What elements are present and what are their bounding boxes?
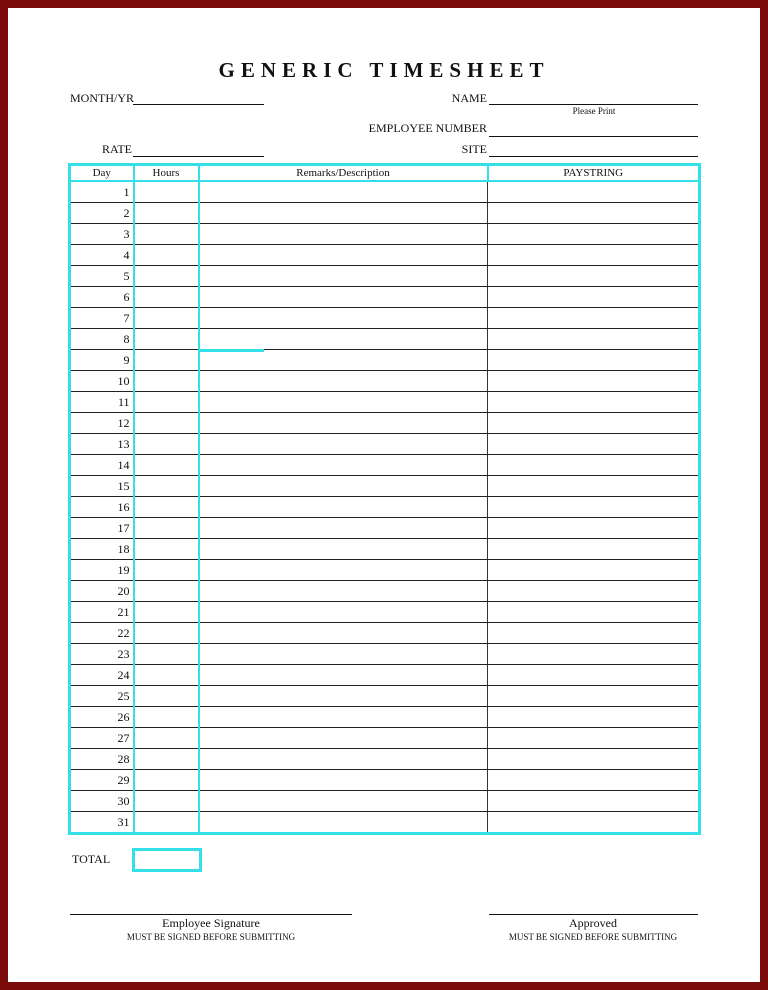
table-row [70, 539, 700, 560]
remarks-cell[interactable] [199, 518, 488, 539]
timesheet-table [68, 163, 698, 842]
table-row [70, 476, 700, 497]
table-row [70, 371, 700, 392]
day-cell: 18 [70, 539, 134, 560]
paystring-cell[interactable] [488, 539, 700, 560]
table-row [70, 518, 700, 539]
day-cell: 24 [70, 665, 134, 686]
hours-cell[interactable] [134, 623, 199, 644]
remarks-cell[interactable] [199, 686, 488, 707]
paystring-cell[interactable] [488, 581, 700, 602]
month-yr-field[interactable] [133, 104, 264, 105]
paystring-cell[interactable] [488, 476, 700, 497]
remarks-cell[interactable] [199, 371, 488, 392]
paystring-cell[interactable] [488, 665, 700, 686]
approved-note: MUST BE SIGNED BEFORE SUBMITTING [508, 932, 678, 942]
table-row [70, 287, 700, 308]
remarks-cell[interactable] [199, 329, 488, 350]
hours-cell[interactable] [134, 434, 199, 455]
day-cell: 30 [70, 791, 134, 812]
header-paystring: PAYSTRING [488, 165, 700, 182]
paystring-cell[interactable] [488, 518, 700, 539]
table-row [70, 644, 700, 665]
table-row [70, 623, 700, 644]
table-row [70, 812, 700, 834]
hours-cell[interactable] [134, 476, 199, 497]
table-row [70, 266, 700, 287]
day-cell: 16 [70, 497, 134, 518]
paystring-cell[interactable] [488, 371, 700, 392]
remarks-cell[interactable] [199, 560, 488, 581]
remarks-cell[interactable] [199, 791, 488, 812]
paystring-cell[interactable] [488, 455, 700, 476]
hours-cell[interactable] [134, 665, 199, 686]
hours-cell[interactable] [134, 686, 199, 707]
remarks-cell[interactable] [199, 266, 488, 287]
day-cell: 26 [70, 707, 134, 728]
paystring-cell[interactable] [488, 224, 700, 245]
hours-cell[interactable] [134, 707, 199, 728]
remarks-cell[interactable] [199, 245, 488, 266]
paystring-cell[interactable] [488, 686, 700, 707]
remarks-cell[interactable] [199, 665, 488, 686]
remarks-cell[interactable] [199, 728, 488, 749]
table-row [70, 707, 700, 728]
timesheet-page [8, 8, 760, 982]
table-row [70, 602, 700, 623]
table-row [70, 728, 700, 749]
paystring-cell[interactable] [488, 623, 700, 644]
table-header-row [70, 165, 700, 182]
day-cell: 29 [70, 770, 134, 791]
remarks-cell[interactable] [199, 623, 488, 644]
table-row [70, 392, 700, 413]
remarks-cell[interactable] [199, 476, 488, 497]
paystring-cell[interactable] [488, 203, 700, 224]
paystring-cell[interactable] [488, 350, 700, 371]
hours-cell[interactable] [134, 413, 199, 434]
day-cell: 31 [70, 812, 134, 834]
hours-cell[interactable] [134, 602, 199, 623]
day-cell: 8 [70, 329, 134, 350]
table-row [70, 329, 700, 350]
paystring-cell[interactable] [488, 181, 700, 203]
day-cell: 14 [70, 455, 134, 476]
paystring-cell[interactable] [488, 560, 700, 581]
day-cell: 13 [70, 434, 134, 455]
cell-highlight [200, 349, 264, 352]
day-cell: 12 [70, 413, 134, 434]
remarks-cell[interactable] [199, 392, 488, 413]
page-title: GENERIC TIMESHEET [218, 58, 550, 82]
day-cell: 7 [70, 308, 134, 329]
hours-cell[interactable] [134, 518, 199, 539]
remarks-cell[interactable] [199, 770, 488, 791]
approved-signature-line[interactable] [489, 914, 698, 915]
hours-cell[interactable] [134, 266, 199, 287]
paystring-cell[interactable] [488, 812, 700, 834]
table-row [70, 497, 700, 518]
day-cell: 3 [70, 224, 134, 245]
paystring-cell[interactable] [488, 791, 700, 812]
table-row [70, 791, 700, 812]
please-print-note: Please Print [572, 106, 616, 116]
header-day: Day [70, 165, 134, 182]
day-cell: 23 [70, 644, 134, 665]
hours-cell[interactable] [134, 392, 199, 413]
hours-cell[interactable] [134, 455, 199, 476]
hours-cell[interactable] [134, 560, 199, 581]
day-cell: 28 [70, 749, 134, 770]
remarks-cell[interactable] [199, 749, 488, 770]
remarks-cell[interactable] [199, 581, 488, 602]
hours-cell[interactable] [134, 791, 199, 812]
hours-cell[interactable] [134, 329, 199, 350]
table-row [70, 308, 700, 329]
day-cell: 5 [70, 266, 134, 287]
remarks-cell[interactable] [199, 812, 488, 834]
remarks-cell[interactable] [199, 203, 488, 224]
paystring-cell[interactable] [488, 728, 700, 749]
table-row [70, 581, 700, 602]
hours-cell[interactable] [134, 371, 199, 392]
total-hours-field[interactable] [132, 848, 202, 872]
day-cell: 25 [70, 686, 134, 707]
hours-cell[interactable] [134, 287, 199, 308]
hours-cell[interactable] [134, 245, 199, 266]
table-row [70, 560, 700, 581]
paystring-cell[interactable] [488, 266, 700, 287]
remarks-cell[interactable] [199, 497, 488, 518]
table-row [70, 686, 700, 707]
paystring-cell[interactable] [488, 392, 700, 413]
rate-field[interactable] [133, 156, 264, 157]
day-cell: 1 [70, 181, 134, 203]
remarks-cell[interactable] [199, 539, 488, 560]
employee-signature-line[interactable] [70, 914, 352, 915]
employee-signature-note: MUST BE SIGNED BEFORE SUBMITTING [126, 932, 296, 942]
day-cell: 10 [70, 371, 134, 392]
paystring-cell[interactable] [488, 287, 700, 308]
remarks-cell[interactable] [199, 707, 488, 728]
day-cell: 2 [70, 203, 134, 224]
hours-cell[interactable] [134, 749, 199, 770]
day-cell: 4 [70, 245, 134, 266]
paystring-cell[interactable] [488, 434, 700, 455]
remarks-cell[interactable] [199, 455, 488, 476]
table-row [70, 749, 700, 770]
table-row [70, 203, 700, 224]
table-row [70, 455, 700, 476]
rate-label: RATE [102, 142, 132, 156]
name-field[interactable] [489, 104, 698, 105]
hours-cell[interactable] [134, 812, 199, 834]
hours-cell[interactable] [134, 224, 199, 245]
hours-cell[interactable] [134, 644, 199, 665]
paystring-cell[interactable] [488, 245, 700, 266]
hours-cell[interactable] [134, 350, 199, 371]
remarks-cell[interactable] [199, 602, 488, 623]
name-label: NAME [451, 91, 487, 105]
hours-cell[interactable] [134, 308, 199, 329]
table-row [70, 770, 700, 791]
hours-cell[interactable] [134, 203, 199, 224]
remarks-cell[interactable] [199, 181, 488, 203]
approved-label: Approved [569, 916, 617, 930]
paystring-cell[interactable] [488, 707, 700, 728]
table-row [70, 181, 700, 203]
paystring-cell[interactable] [488, 602, 700, 623]
hours-cell[interactable] [134, 539, 199, 560]
site-field[interactable] [489, 156, 698, 157]
table-row [70, 350, 700, 371]
paystring-cell[interactable] [488, 413, 700, 434]
header-hours: Hours [134, 165, 199, 182]
header-remarks: Remarks/Description [199, 165, 488, 182]
day-cell: 20 [70, 581, 134, 602]
day-cell: 6 [70, 287, 134, 308]
remarks-cell[interactable] [199, 644, 488, 665]
table-row [70, 245, 700, 266]
site-label: SITE [461, 142, 487, 156]
remarks-cell[interactable] [199, 308, 488, 329]
hours-cell[interactable] [134, 497, 199, 518]
total-label: TOTAL [72, 852, 111, 866]
employee-signature-label: Employee Signature [162, 916, 260, 930]
day-cell: 9 [70, 350, 134, 371]
remarks-cell[interactable] [199, 413, 488, 434]
day-cell: 15 [70, 476, 134, 497]
paystring-cell[interactable] [488, 329, 700, 350]
table-row [70, 224, 700, 245]
employee-number-field[interactable] [489, 136, 698, 137]
paystring-cell[interactable] [488, 308, 700, 329]
paystring-cell[interactable] [488, 644, 700, 665]
table-row [70, 434, 700, 455]
paystring-cell[interactable] [488, 497, 700, 518]
day-cell: 11 [70, 392, 134, 413]
paystring-cell[interactable] [488, 749, 700, 770]
remarks-cell[interactable] [199, 287, 488, 308]
table-row [70, 413, 700, 434]
hours-cell[interactable] [134, 181, 199, 203]
day-cell: 19 [70, 560, 134, 581]
paystring-cell[interactable] [488, 770, 700, 791]
day-cell: 17 [70, 518, 134, 539]
day-cell: 27 [70, 728, 134, 749]
remarks-cell[interactable] [199, 434, 488, 455]
remarks-cell[interactable] [199, 350, 488, 371]
hours-cell[interactable] [134, 770, 199, 791]
hours-cell[interactable] [134, 581, 199, 602]
day-cell: 22 [70, 623, 134, 644]
month-yr-label: MONTH/YR [70, 91, 135, 105]
remarks-cell[interactable] [199, 224, 488, 245]
day-cell: 21 [70, 602, 134, 623]
hours-cell[interactable] [134, 728, 199, 749]
table-row [70, 665, 700, 686]
employee-number-label: EMPLOYEE NUMBER [368, 121, 487, 135]
